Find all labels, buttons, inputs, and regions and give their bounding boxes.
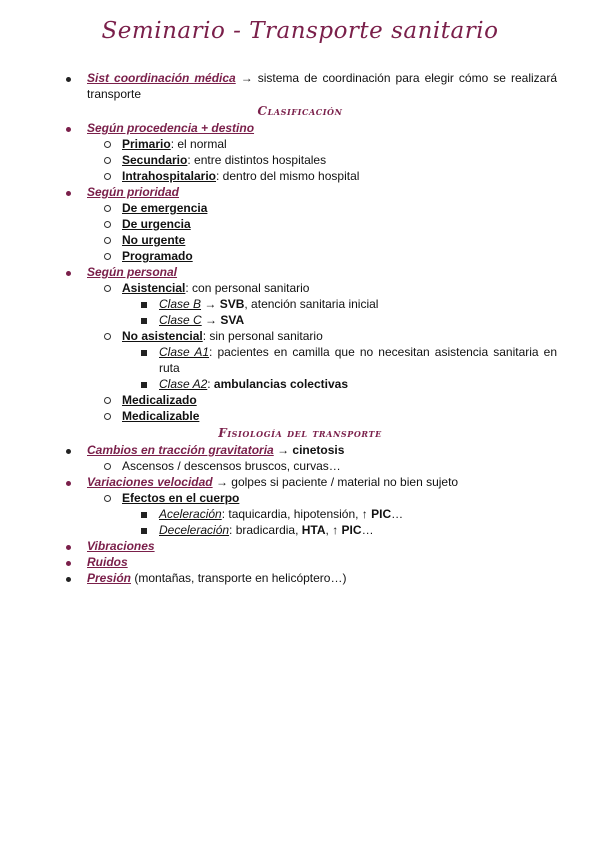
list-item-level-2 <box>0 136 600 152</box>
list-item-level-2 <box>0 232 600 248</box>
list-item-level-3 <box>0 506 600 522</box>
list-item-level-2 <box>0 248 600 264</box>
bullet-marker <box>104 168 111 184</box>
text-run: , atención sanitaria inicial <box>244 297 379 311</box>
category-label: Según prioridad <box>87 185 180 199</box>
bullet-marker <box>66 264 71 280</box>
bullet-marker <box>141 296 147 312</box>
bullet-marker <box>141 376 147 392</box>
category-label: Según personal <box>87 265 178 279</box>
bullet-marker <box>104 408 111 424</box>
bullet-marker <box>66 538 71 554</box>
category-label: Cambios en tracción gravitatoria <box>87 443 274 457</box>
section-heading: Fisiología del transporte <box>218 426 382 440</box>
text-run: (montañas, transporte en helicóptero…) <box>131 571 347 585</box>
list-item-level-3 <box>0 296 600 312</box>
text-run: No asistencial <box>122 329 203 343</box>
text-run: Clase B <box>159 297 202 311</box>
text-run: Aceleración <box>159 507 222 521</box>
text-run: Intrahospitalario <box>122 169 217 183</box>
text-run: : taquicardia, hipotensión, ↑ <box>221 507 372 521</box>
bullet-marker <box>104 458 111 474</box>
text-run: Deceleración <box>159 523 230 537</box>
bullet-marker <box>141 506 147 522</box>
text-run: PIC <box>341 523 362 537</box>
bullet-marker <box>104 280 111 296</box>
list-item-level-1 <box>0 538 600 554</box>
text-run: : dentro del mismo hospital <box>216 169 360 183</box>
category-label: Vibraciones <box>87 539 155 553</box>
text-run: → <box>273 443 293 457</box>
text-run: : entre distintos hospitales <box>187 153 327 167</box>
text-run: Asistencial <box>122 281 186 295</box>
text-run: Secundario <box>122 153 188 167</box>
list-item-level-2 <box>0 280 600 296</box>
bullet-marker <box>104 152 111 168</box>
list-item-level-2 <box>0 490 600 506</box>
text-run: SVB <box>219 297 245 311</box>
category-label: Ruidos <box>87 555 128 569</box>
list-item-level-3 <box>0 522 600 538</box>
text-run: Medicalizable <box>122 409 200 423</box>
section-heading: Clasificación <box>257 104 343 118</box>
bullet-marker <box>66 570 71 586</box>
list-item-level-3 <box>0 312 600 328</box>
list-item-level-1 <box>0 120 600 136</box>
bullet-marker <box>66 554 71 570</box>
text-run: ambulancias colectivas <box>213 377 348 391</box>
list-item-level-2 <box>0 216 600 232</box>
category-label: Variaciones velocidad <box>87 475 213 489</box>
text-run: Clase A2 <box>159 377 208 391</box>
list-item-level-2 <box>0 408 600 424</box>
list-item-level-1 <box>0 184 600 200</box>
list-item-level-1 <box>0 570 600 586</box>
list-item-level-1 <box>0 70 600 102</box>
text-run: : el normal <box>170 137 227 151</box>
bullet-marker <box>104 490 111 506</box>
list-item-level-1 <box>0 474 600 490</box>
text-run: Ascensos / descensos bruscos, curvas… <box>122 459 341 473</box>
category-label: Según procedencia + destino <box>87 121 255 135</box>
list-item-level-3 <box>0 344 600 376</box>
list-item-level-2 <box>0 168 600 184</box>
list-item-level-1 <box>0 442 600 458</box>
text-run: De emergencia <box>122 201 208 215</box>
bullet-marker <box>141 344 147 360</box>
bullet-marker <box>141 522 147 538</box>
bullet-marker <box>141 312 147 328</box>
bullet-marker <box>66 70 71 86</box>
text-run: Programado <box>122 249 193 263</box>
bullet-marker <box>104 232 111 248</box>
text-run: Efectos en el cuerpo <box>122 491 240 505</box>
text-run: → <box>201 313 221 327</box>
bullet-marker <box>104 392 111 408</box>
list-item-level-1 <box>0 554 600 570</box>
text-run: De urgencia <box>122 217 191 231</box>
text-run: : con personal sanitario <box>185 281 310 295</box>
text-run: … <box>391 507 404 521</box>
list-item-level-2 <box>0 328 600 344</box>
text-run: : pacientes en camilla que no necesitan asistencia sanitaria en ruta <box>159 345 558 375</box>
bullet-marker <box>66 184 71 200</box>
bullet-marker <box>66 442 71 458</box>
page-title: Seminario - Transporte sanitario <box>101 18 499 44</box>
list-item-level-2 <box>0 152 600 168</box>
list-item-level-2 <box>0 392 600 408</box>
bullet-marker <box>66 474 71 490</box>
bullet-marker <box>104 216 111 232</box>
text-run: → sistema de coordinación para elegir cómo se realizará transporte <box>87 71 557 101</box>
text-run: … <box>361 523 374 537</box>
text-run: : <box>207 377 214 391</box>
text-run: cinetosis <box>292 443 345 457</box>
bullet-marker <box>104 200 111 216</box>
list-item-level-3 <box>0 376 600 392</box>
text-run: SVA <box>220 313 245 327</box>
category-label: Presión <box>87 571 132 585</box>
bullet-marker <box>104 328 111 344</box>
bullet-marker <box>104 248 111 264</box>
text-run: HTA <box>301 523 326 537</box>
text-run: PIC <box>371 507 392 521</box>
text-run: , ↑ <box>325 523 342 537</box>
text-run: → <box>201 297 220 311</box>
text-run: No urgente <box>122 233 186 247</box>
outline <box>0 70 600 586</box>
bullet-marker <box>66 120 71 136</box>
text-run: Medicalizado <box>122 393 197 407</box>
text-run: → golpes si paciente / material no bien sujeto <box>212 475 459 489</box>
list-item-level-1 <box>0 264 600 280</box>
text-run: Primario <box>122 137 171 151</box>
list-item-level-2 <box>0 458 600 474</box>
text-run: Clase C <box>159 313 202 327</box>
text-run: Clase A1 <box>159 345 210 359</box>
list-item-level-2 <box>0 200 600 216</box>
text-run: : sin personal sanitario <box>202 329 323 343</box>
bullet-marker <box>104 136 111 152</box>
text-run: : bradicardia, <box>229 523 302 537</box>
category-label: Sist coordinación médica <box>87 71 236 85</box>
